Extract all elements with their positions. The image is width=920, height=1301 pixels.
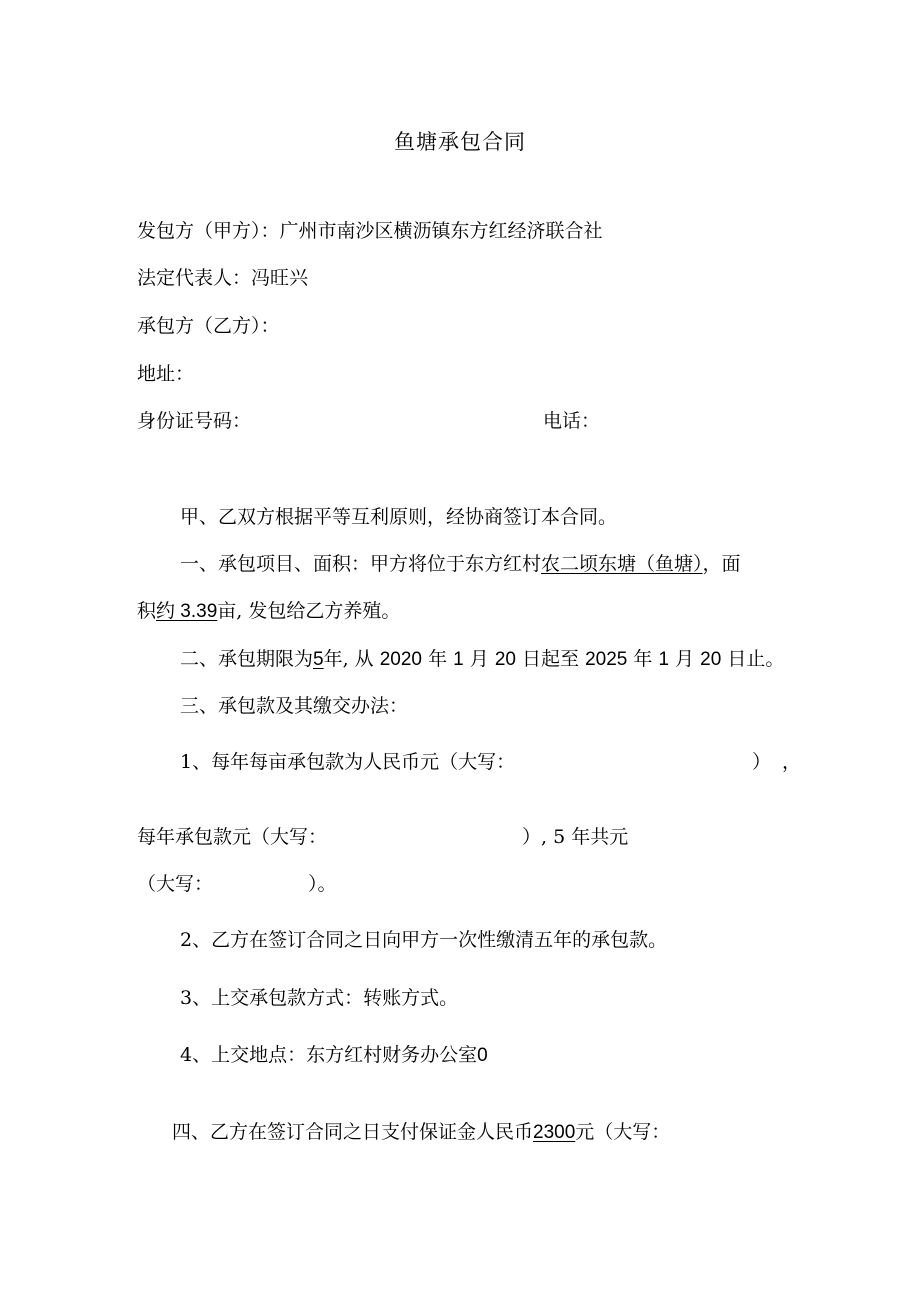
item-3: 3、上交承包款方式：转账方式。 xyxy=(180,987,459,1009)
item-4-tail: 0 xyxy=(477,1045,488,1066)
clause-1-text-tail: 亩, 发包给乙方养殖。 xyxy=(217,600,401,622)
clause-1-text-cont: 积 xyxy=(137,600,157,622)
clause-2-text-g: 日止。 xyxy=(727,648,785,670)
end-year: 2025 xyxy=(585,649,628,670)
clause-4-text-end: 元（大写： xyxy=(575,1121,671,1143)
item-1-line-2-total: , 5 年共元 xyxy=(541,826,629,848)
clause-1-line-1 xyxy=(180,552,741,576)
party-a-value: 广州市南沙区横沥镇东方红经济联合社 xyxy=(279,220,603,242)
start-year: 2020 xyxy=(379,649,423,670)
clause-2-line xyxy=(180,647,784,672)
start-day: 20 xyxy=(494,649,516,670)
item-1-line-2-paren: ） xyxy=(522,826,542,848)
representative-line xyxy=(137,266,308,290)
phone-label: 电话： xyxy=(543,410,601,432)
clause-1-text: 一、承包项目、面积：甲方将位于东方红村 xyxy=(180,553,542,575)
clause-2-text-a: 年, 从 xyxy=(323,648,374,670)
clause-2-text-f: 月 xyxy=(675,648,695,670)
item-4 xyxy=(180,1043,488,1068)
item-4-text: 4、上交地点：东方红村财务办公室 xyxy=(180,1044,478,1066)
end-month: 1 xyxy=(658,649,670,670)
term-years: 5 xyxy=(313,649,324,670)
item-1-line-2-rest xyxy=(522,825,628,849)
party-b-label: 承包方（乙方）： xyxy=(137,315,280,337)
clause-2-text: 二、承包期限为 xyxy=(180,648,314,670)
address-label: 地址： xyxy=(137,363,195,385)
item-1-line-3: （大写： xyxy=(137,873,214,895)
address-line xyxy=(137,362,194,386)
start-month: 1 xyxy=(453,649,464,670)
clause-2-text-d: 日起至 xyxy=(522,648,580,670)
end-day: 20 xyxy=(700,649,722,670)
item-1-comma: ， xyxy=(782,751,802,773)
party-a-label: 发包方（甲方）： xyxy=(137,220,280,242)
id-number-label: 身份证号码： xyxy=(137,410,252,432)
pond-location: 农二顷东塘（鱼塘） xyxy=(541,553,703,575)
item-1-line-3-end: ）。 xyxy=(308,873,337,895)
clause-4-line xyxy=(172,1120,670,1145)
clause-2-text-e: 年 xyxy=(633,648,653,670)
phone-line xyxy=(543,409,600,433)
intro-paragraph: 甲、乙双方根据平等互利原则，经协商签订本合同。 xyxy=(180,506,618,528)
pond-area: 约 3.39 xyxy=(156,601,218,622)
party-a-line xyxy=(137,219,603,243)
clause-2-text-b: 年 xyxy=(428,648,448,670)
id-number-line xyxy=(137,409,251,433)
item-2: 2、乙方在签订合同之日向甲方一次性缴清五年的承包款。 xyxy=(180,929,668,951)
clause-1-line-2 xyxy=(137,599,400,624)
page-title: 鱼塘承包合同 xyxy=(394,130,526,154)
clause-2-text-c: 月 xyxy=(469,648,489,670)
item-1-line-1: 1、每年每亩承包款为人民币元（大写： xyxy=(180,751,516,773)
clause-4-text: 四、乙方在签订合同之日支付保证金人民币 xyxy=(172,1121,534,1143)
representative-label: 法定代表人： xyxy=(137,267,252,289)
clause-1-text-end: ，面 xyxy=(702,553,741,575)
party-b-line xyxy=(137,314,280,338)
deposit-amount: 2300 xyxy=(533,1122,576,1143)
item-1-close-paren: ） xyxy=(752,751,772,773)
representative-value: 冯旺兴 xyxy=(251,267,309,289)
clause-3-title: 三、承包款及其缴交办法： xyxy=(180,695,409,717)
item-1-line-2: 每年承包款元（大写： xyxy=(137,826,328,848)
